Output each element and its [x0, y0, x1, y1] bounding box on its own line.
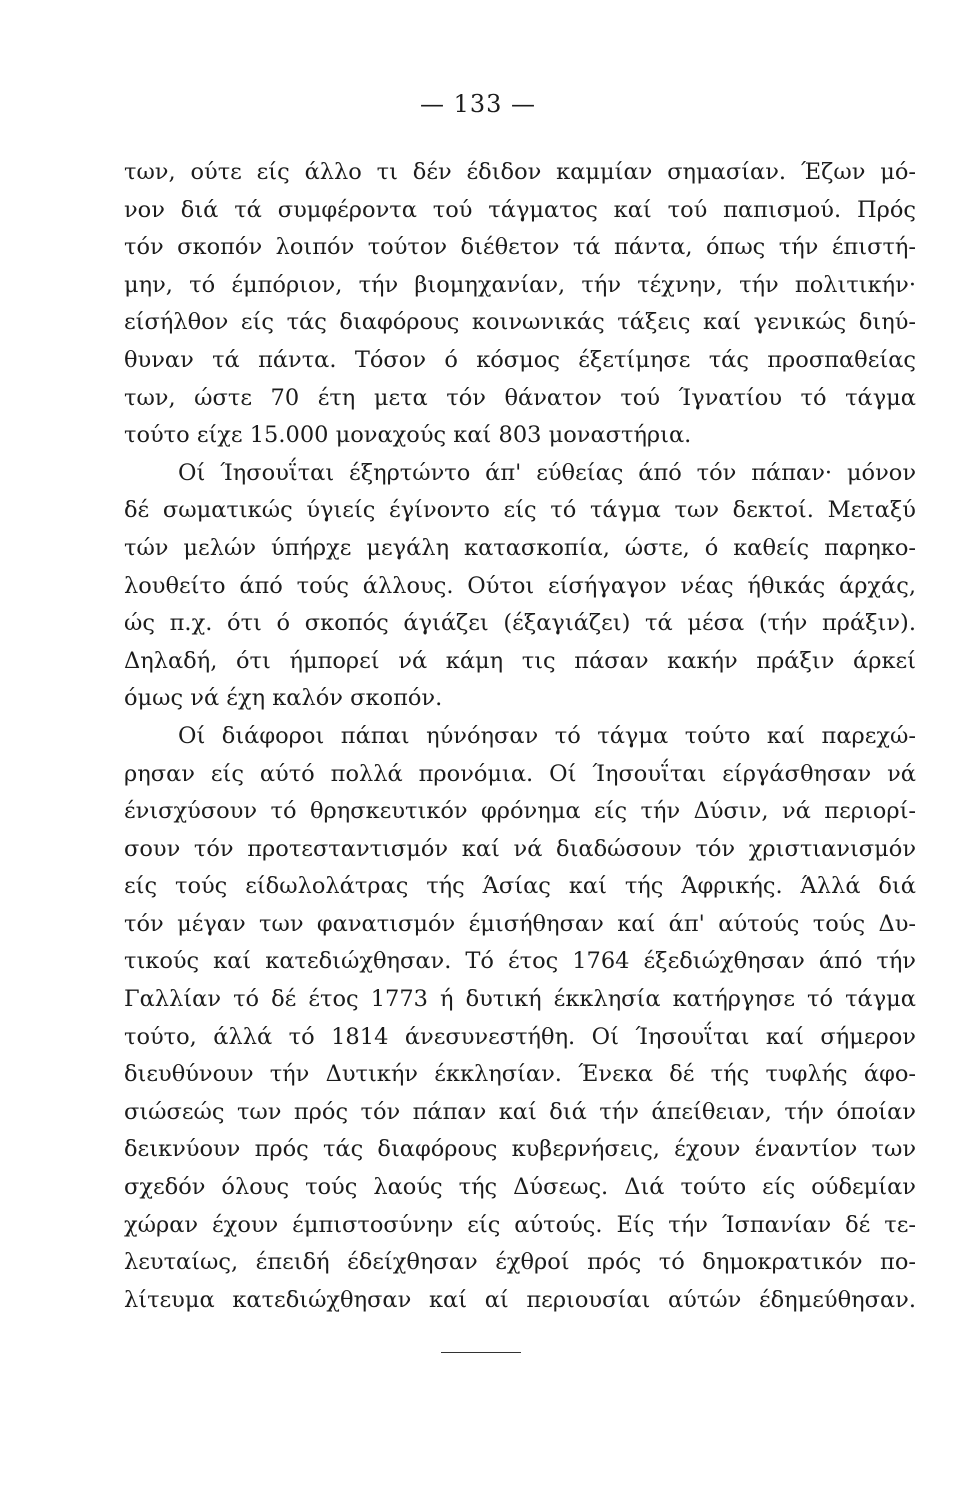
text-line: ένισχύσουν τό θρησκευτικόν φρόνημα είς τήν Δύσιν, νά περιορί-: [124, 798, 916, 825]
text-line: τούτο είχε 15.000 μοναχούς καί 803 μοναστήρια.: [124, 422, 692, 449]
text-line: Γαλλίαν τό δέ έτος 1773 ή δυτική έκκλησία κατήργησε τό τάγμα: [124, 986, 916, 1013]
text-line: χώραν έχουν έμπιστοσύνην είς αύτούς. Είς τήν Ίσπανίαν δέ τε-: [124, 1211, 916, 1238]
text-line: ώς π.χ. ότι ό σκοπός άγιάζει (έξαγιάζει) τά μέσα (τήν πράξιν).: [124, 610, 916, 637]
text-line: των, ώστε 70 έτη μετα τόν θάνατον τού Ίγνατίου τό τάγμα: [124, 384, 916, 411]
text-line: νον διά τά συμφέροντα τού τάγματος καί τού παπισμού. Πρός: [124, 196, 916, 223]
footnote-divider: [441, 1352, 521, 1353]
text-line: σχεδόν όλους τούς λαούς τής Δύσεως. Διά τούτο είς ούδεμίαν: [124, 1174, 916, 1201]
text-line: τικούς καί κατεδιώχθησαν. Τό έτος 1764 έξεδιώχθησαν άπό τήν: [124, 948, 916, 975]
paragraph-start-line: Οί Ίησουΐται έξηρτώντο άπ' εύθείας άπό τόν πάπαν· μόνον: [178, 459, 916, 486]
text-line: διευθύνουν τήν Δυτικήν έκκλησίαν. Ένεκα δέ τής τυφλής άφο-: [124, 1061, 916, 1088]
text-line: ρησαν είς αύτό πολλά προνόμια. Οί Ίησουΐται είργάσθησαν νά: [124, 760, 916, 787]
text-line: των, ούτε είς άλλο τι δέν έδιδον καμμίαν σημασίαν. Έζων μό-: [124, 159, 916, 185]
text-line: είσήλθον είς τάς διαφόρους κοινωνικάς τάξεις καί γενικώς διηύ-: [124, 309, 916, 336]
text-line: λευταίως, έπειδή έδείχθησαν έχθροί πρός τό δημοκρατικόν πο-: [124, 1249, 916, 1276]
text-line: όμως νά έχη καλόν σκοπόν.: [124, 685, 443, 712]
body-text: [124, 154, 916, 1319]
text-line: τούτο, άλλά τό 1814 άνεσυνεστήθη. Οί Ίησουΐται καί σήμερον: [124, 1023, 916, 1050]
text-line: τόν μέγαν των φανατισμόν έμισήθησαν καί άπ' αύτούς τούς Δυ-: [124, 910, 916, 937]
text-line: σουν τόν προτεσταντισμόν καί νά διαδώσουν τόν χριστιανισμόν: [124, 835, 916, 862]
text-line: είς τούς είδωλολάτρας τής Άσίας καί τής Άφρικής. Άλλά διά: [124, 873, 916, 900]
text-line: δεικνύουν πρός τάς διαφόρους κυβερνήσεις, έχουν έναντίον των: [124, 1136, 916, 1163]
text-line: δέ σωματικώς ύγιείς έγίνοντο είς τό τάγμα των δεκτοί. Μεταξύ: [124, 497, 916, 524]
text-line: τόν σκοπόν λοιπόν τούτον διέθετον τά πάντα, όπως τήν έπιστή-: [124, 234, 916, 261]
text-line: θυναν τά πάντα. Τόσον ό κόσμος έξετίμησε τάς προσπαθείας: [124, 346, 916, 373]
text-line: Δηλαδή, ότι ήμπορεί νά κάμη τις πάσαν κακήν πράξιν άρκεί: [124, 647, 916, 674]
page-number: — 133 —: [419, 90, 537, 118]
text-line: μην, τό έμπόριον, τήν βιομηχανίαν, τήν τέχνην, τήν πολιτικήν·: [124, 271, 916, 298]
text-line: λουθείτο άπό τούς άλλους. Ούτοι είσήγαγον νέας ήθικάς άρχάς,: [124, 572, 916, 599]
text-line: τών μελών ύπήρχε μεγάλη κατασκοπία, ώστε, ό καθείς παρηκο-: [124, 534, 916, 561]
paragraph-start-line: Οί διάφοροι πάπαι ηύνόησαν τό τάγμα τούτο καί παρεχώ-: [178, 722, 916, 749]
text-line: σιώσεώς των πρός τόν πάπαν καί διά τήν άπείθειαν, τήν όποίαν: [124, 1098, 916, 1125]
text-line: λίτευμα κατεδιώχθησαν καί αί περιουσίαι αύτών έδημεύθησαν.: [124, 1286, 916, 1313]
